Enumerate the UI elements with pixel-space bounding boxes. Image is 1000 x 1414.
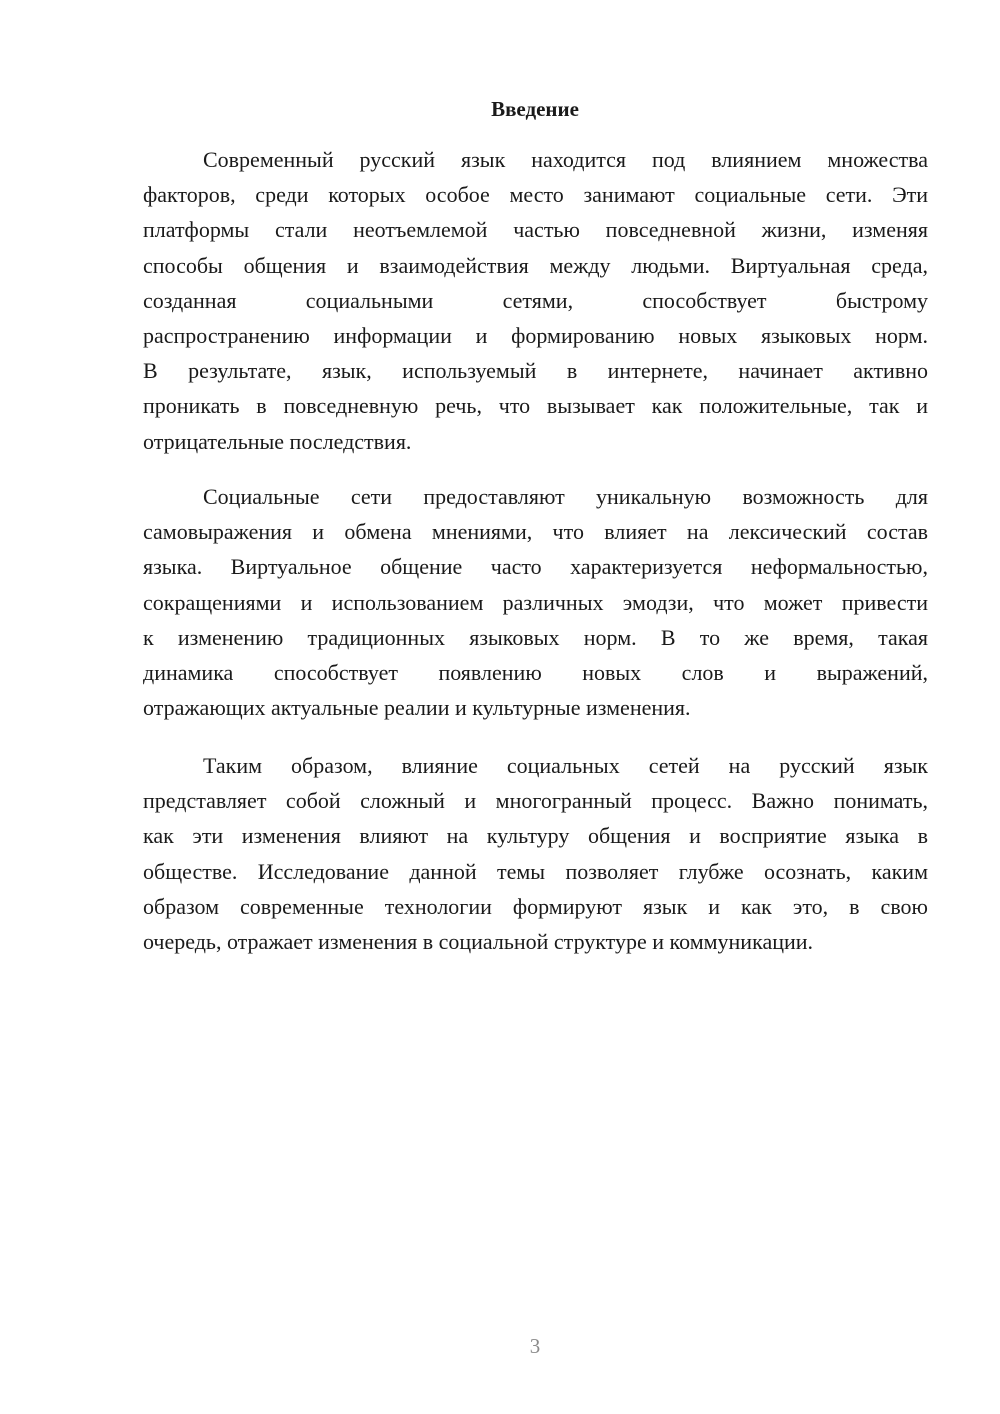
text-line: Социальные сети предоставляют уникальную возможность для xyxy=(203,484,928,509)
text-line: платформы стали неотъемлемой частью повседневной жизни, изменяя xyxy=(143,217,928,243)
text-line: представляет собой сложный и многогранный процесс. Важно понимать, xyxy=(143,788,928,814)
text-line: динамика способствует появлению новых слов и выражений, xyxy=(143,659,928,685)
text-line: способы общения и взаимодействия между людьми. Виртуальная среда, xyxy=(143,252,928,278)
text-line: отрицательные последствия. xyxy=(143,428,412,454)
text-line: обществе. Исследование данной темы позволяет глубже осознать, каким xyxy=(143,858,928,884)
text-line: созданная социальными сетями, способствует быстрому xyxy=(143,287,928,313)
paragraph-1 xyxy=(143,142,928,459)
text-line: Современный русский язык находится под влиянием множества xyxy=(203,147,928,172)
section-title: Введение xyxy=(491,97,579,121)
text-line: языка. Виртуальное общение часто характеризуется неформальностью, xyxy=(143,554,928,580)
text-line: как эти изменения влияют на культуру общения и восприятие языка в xyxy=(143,823,928,849)
text-line: В результате, язык, используемый в интернете, начинает активно xyxy=(143,358,928,384)
text-line: проникать в повседневную речь, что вызывает как положительные, так и xyxy=(143,393,928,419)
text-line: очередь, отражает изменения в социальной структуре и коммуникации. xyxy=(143,928,814,954)
text-line: отражающих актуальные реалии и культурные изменения. xyxy=(143,695,691,721)
page-number: 3 xyxy=(529,1334,541,1358)
text-line: к изменению традиционных языковых норм. В то же время, такая xyxy=(143,624,928,650)
text-line: самовыражения и обмена мнениями, что влияет на лексический состав xyxy=(143,519,928,545)
text-line: образом современные технологии формируют язык и как это, в свою xyxy=(143,893,928,919)
paragraph-3 xyxy=(143,748,928,959)
text-line: факторов, среди которых особое место занимают социальные сети. Эти xyxy=(143,182,928,208)
text-line: сокращениями и использованием различных эмодзи, что может привести xyxy=(143,589,928,615)
text-line: распространению информации и формированию новых языковых норм. xyxy=(143,322,928,348)
paragraph-2 xyxy=(143,479,928,725)
text-line: Таким образом, влияние социальных сетей на русский язык xyxy=(203,753,928,778)
